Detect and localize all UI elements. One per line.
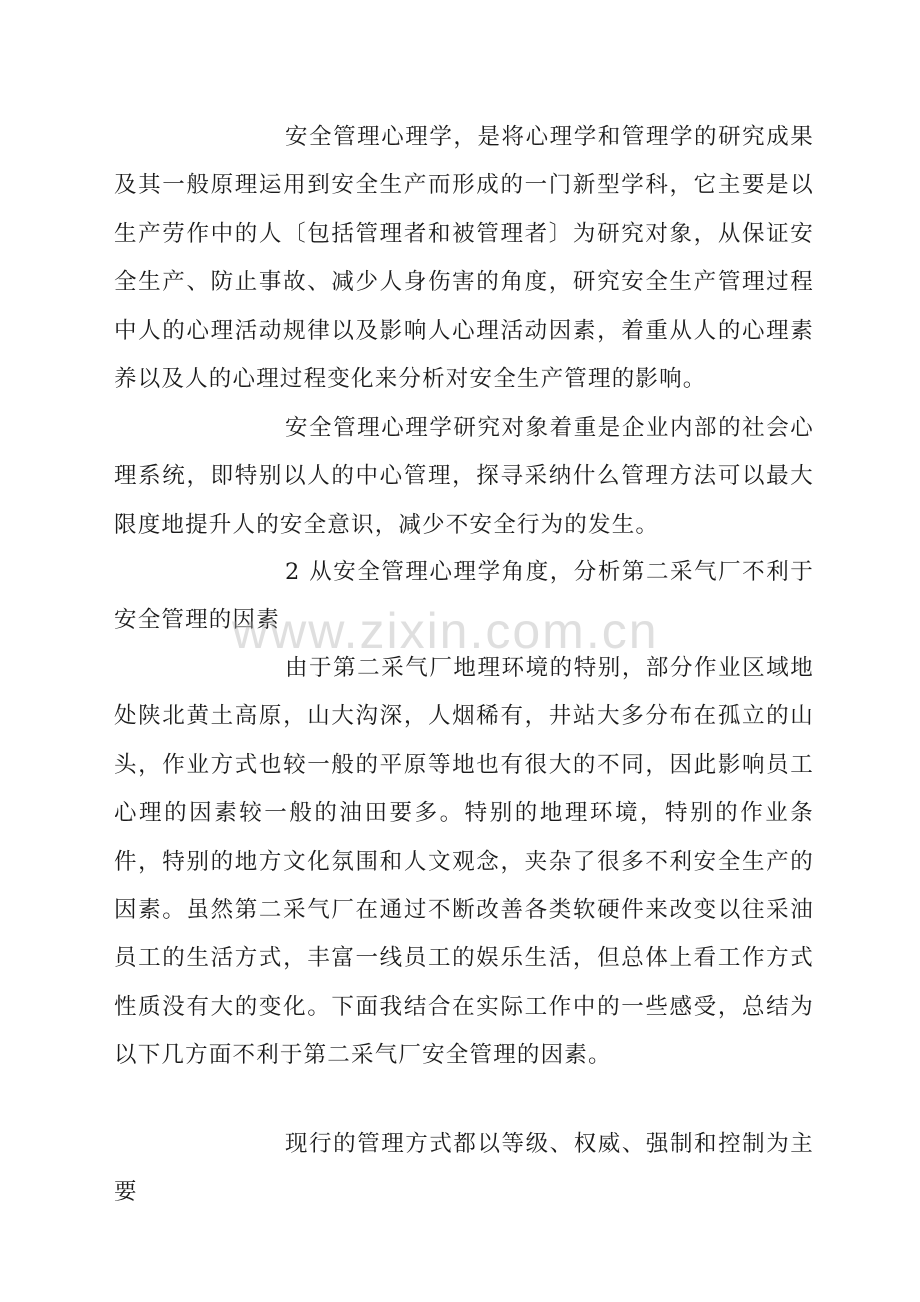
section-heading: 2 从安全管理心理学角度，分析第二采气厂不利于安全管理的因素 [114,559,814,634]
watermark: www.zixin.com.cn [232,603,659,659]
paragraph-environment-factors: 由于第二采气厂地理环境的特别，部分作业区域地处陕北黄土高原，山大沟深，人烟稀有，井站大多分布在孤立的山头，作业方式也较一般的平原等地也有很大的不同，因此影响员工心理的因素较一般的油田要多。特别的地理环境，特别的作业条件，特别的地方文化氛围和人文观念，夹杂了很多不利安全生产的因素。虽然第二采气厂在通过不断改善各类软硬件来改变以往采油员工的生活方式，丰富一线员工的娱乐生活，但总体上看工作方式性质没有大的变化。下面我结合在实际工作中的一些感受，总结为以下几方面不利于第二采气厂安全管理的因素。 [114,655,814,1069]
paragraph-definition: 安全管理心理学，是将心理学和管理学的研究成果及其一般原理运用到安全生产而形成的一门新型学科，它主要是以生产劳作中的人〔包括管理者和被管理者〕为研究对象，从保证安全生产、防止事故、减少人身伤害的角度，研究安全生产管理过程中人的心理活动规律以及影响人心理活动因素，着重从人的心理素养以及人的心理过程变化来分析对安全生产管理的影响。 [114,124,814,393]
paragraph-management-style: 现行的管理方式都以等级、权威、强制和控制为主要 [114,1131,814,1206]
paragraph-research-object: 安全管理心理学研究对象着重是企业内部的社会心理系统，即特别以人的中心管理，探寻采纳什么管理方法可以最大限度地提升人的安全意识，减少不安全行为的发生。 [114,415,814,538]
